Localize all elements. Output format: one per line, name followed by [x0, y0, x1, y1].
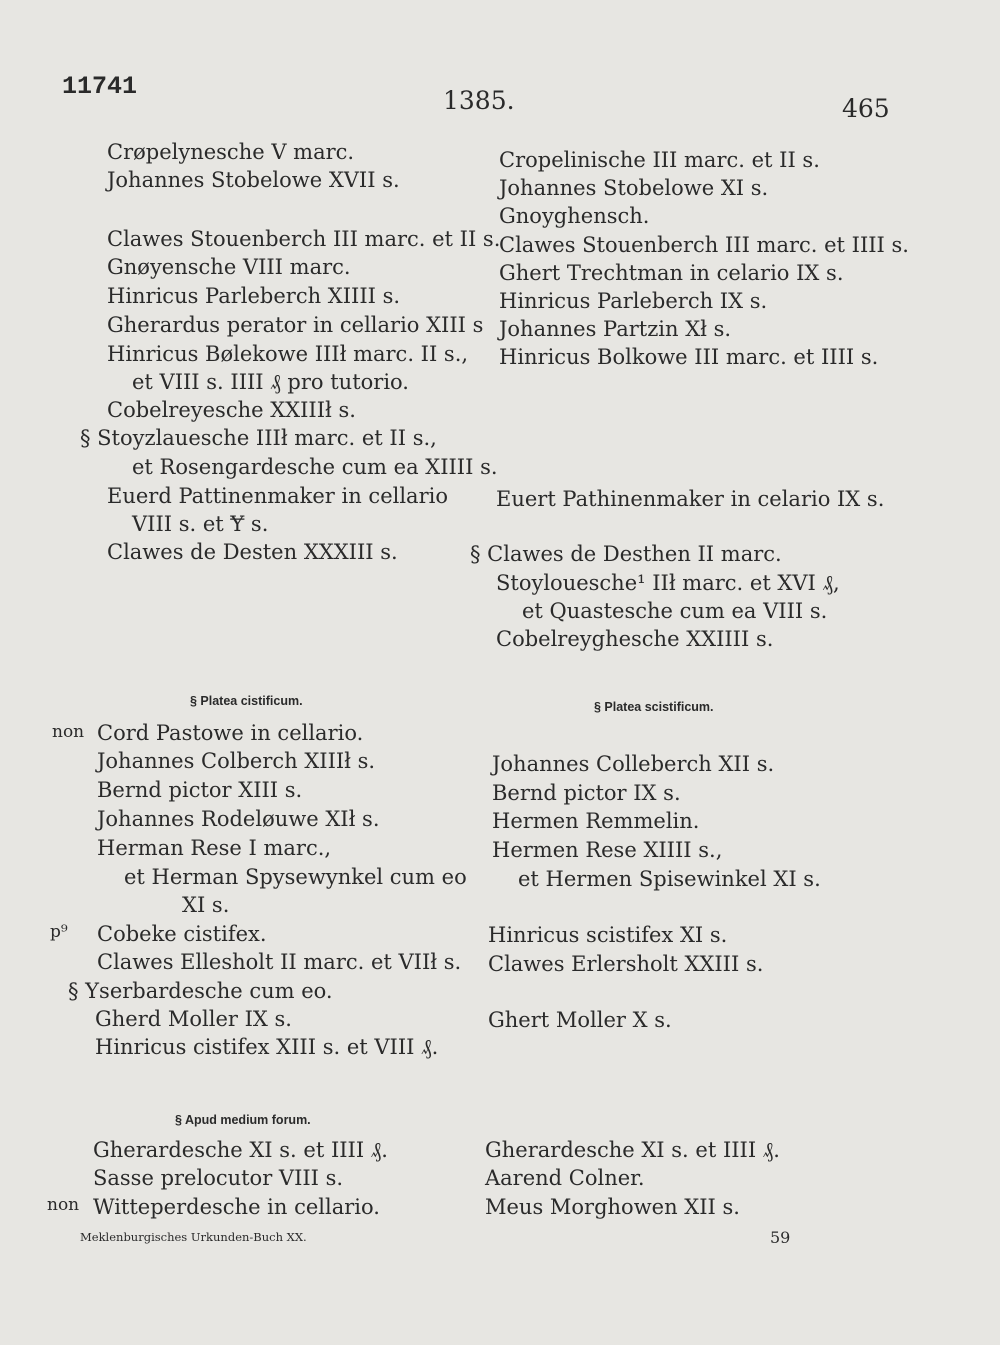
left-line: Gnøyensche VIII marc.	[107, 255, 351, 279]
left-line: § Stoyzlauesche IIIł marc. et II s.,	[80, 426, 437, 450]
margin-note: non	[47, 1195, 80, 1215]
right-line: Stoylouesche¹ IIł marc. et XVI ₰,	[496, 571, 840, 595]
right-line: Johannes Stobelowe XI s.	[499, 176, 769, 200]
left-line: § Yserbardesche cum eo.	[68, 979, 333, 1003]
left-line: Euerd Pattinenmaker in cellario	[107, 484, 448, 508]
left-line: Hinricus Bølekowe IIIł marc. II s.,	[107, 342, 469, 366]
year-heading: 1385.	[443, 86, 515, 115]
left-line: Gherardesche XI s. et IIII ₰.	[93, 1138, 388, 1162]
left-line: Sasse prelocutor VIII s.	[93, 1166, 344, 1190]
left-line: et Herman Spysewynkel cum eo	[124, 865, 467, 889]
right-line: Hermen Rese XIIII s.,	[492, 838, 723, 862]
left-line: Clawes Ellesholt II marc. et VIIł s.	[97, 950, 462, 974]
right-line: Gnoyghensch.	[499, 204, 650, 228]
right-line: Gherardesche XI s. et IIII ₰.	[485, 1138, 780, 1162]
right-line: Euert Pathinenmaker in celario IX s.	[496, 487, 885, 511]
right-line: et Quastesche cum ea VIII s.	[522, 599, 828, 623]
margin-note: non	[52, 722, 85, 742]
right-line: Hinricus Parleberch IX s.	[499, 289, 768, 313]
right-line: Meus Morghowen XII s.	[485, 1195, 740, 1219]
left-line: et VIII s. IIII ₰ pro tutorio.	[132, 370, 409, 394]
left-line: Crøpelynesche V marc.	[107, 140, 355, 164]
right-line: et Hermen Spisewinkel XI s.	[518, 867, 821, 891]
left-line: Johannes Rodeløuwe XIł s.	[97, 807, 380, 831]
document-number: 11741	[62, 72, 138, 101]
right-line: Hinricus scistifex XI s.	[488, 923, 728, 947]
left-line: Cord Pastowe in cellario.	[97, 721, 364, 745]
right-line: Clawes Erlersholt XXIII s.	[488, 952, 764, 976]
left-line: Johannes Stobelowe XVII s.	[107, 168, 400, 192]
right-line: Hinricus Bolkowe III marc. et IIII s.	[499, 345, 879, 369]
right-line: Cobelreyghesche XXIIII s.	[496, 627, 774, 651]
right-line: Bernd pictor IX s.	[492, 781, 681, 805]
left-line: Herman Rese I marc.,	[97, 836, 332, 860]
left-line: Gherardus perator in cellario XIII s	[107, 313, 484, 337]
left-line: Cobeke cistifex.	[97, 922, 267, 946]
left-line: VIII s. et Ɏ s.	[132, 512, 269, 536]
left-line: Witteperdesche in cellario.	[93, 1195, 380, 1219]
left-line: Gherd Moller IX s.	[95, 1007, 292, 1031]
section-heading: § Platea cistificum.	[190, 694, 303, 708]
section-heading: § Apud medium forum.	[175, 1113, 311, 1127]
left-line: Bernd pictor XIII s.	[97, 778, 303, 802]
right-line: Johannes Colleberch XII s.	[492, 752, 775, 776]
section-heading: § Platea scistificum.	[594, 700, 714, 714]
left-line: Clawes de Desten XXXIII s.	[107, 540, 398, 564]
right-line: Hermen Remmelin.	[492, 809, 700, 833]
right-line: Cropelinische III marc. et II s.	[499, 148, 820, 172]
right-line: Aarend Colner.	[485, 1166, 645, 1190]
left-line: et Rosengardesche cum ea XIIII s.	[132, 455, 498, 479]
right-line: Ghert Moller X s.	[488, 1008, 672, 1032]
margin-note: p⁹	[50, 922, 68, 942]
left-line: Cobelreyesche XXIIIł s.	[107, 398, 356, 422]
signature-mark: 59	[770, 1228, 791, 1247]
page-number: 465	[842, 94, 890, 123]
left-line: Johannes Colberch XIIIł s.	[97, 749, 376, 773]
source-footer: Meklenburgisches Urkunden-Buch XX.	[80, 1230, 307, 1244]
right-line: Ghert Trechtman in celario IX s.	[499, 261, 844, 285]
left-line: Clawes Stouenberch III marc. et II s.	[107, 227, 501, 251]
left-line: Hinricus cistifex XIII s. et VIII ₰.	[95, 1035, 439, 1059]
right-line: Johannes Partzin Xł s.	[499, 317, 732, 341]
right-line: § Clawes de Desthen II marc.	[470, 542, 782, 566]
right-line: Clawes Stouenberch III marc. et IIII s.	[499, 233, 909, 257]
left-line: Hinricus Parleberch XIIII s.	[107, 284, 401, 308]
left-line: XI s.	[182, 893, 230, 917]
